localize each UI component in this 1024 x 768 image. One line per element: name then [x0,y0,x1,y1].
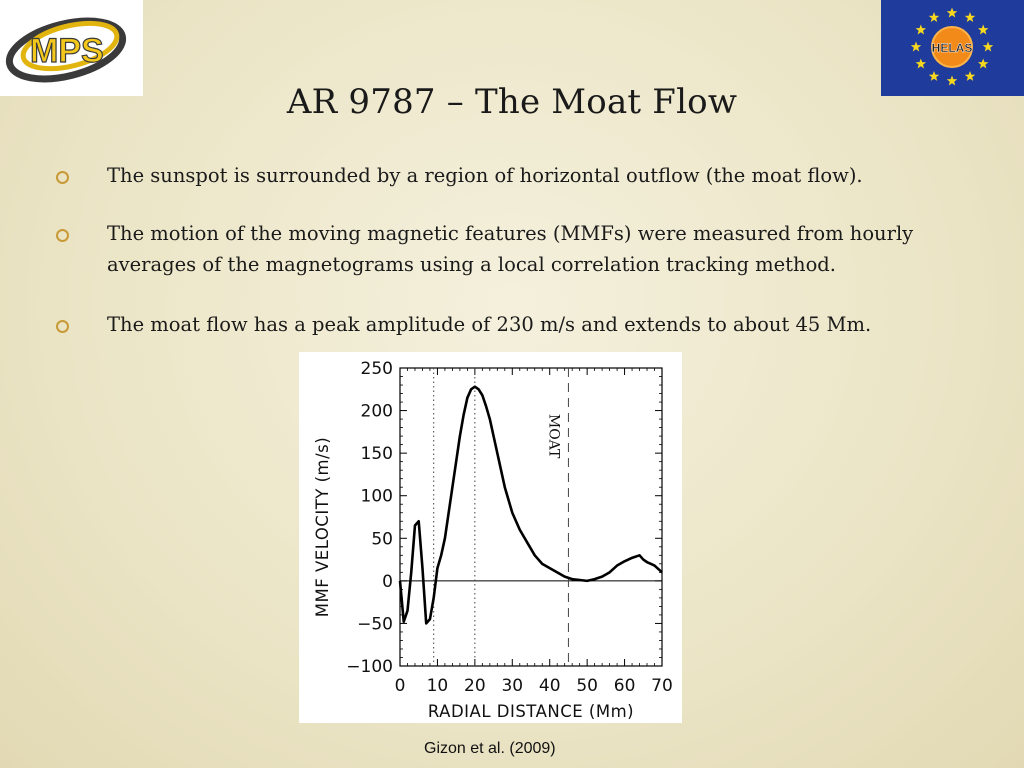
x-tick-label: 50 [576,676,598,696]
x-tick-label: 60 [613,676,636,696]
bullet-marker-1 [56,171,69,184]
figure-caption: Gizon et al. (2009) [424,740,556,757]
x-tick-label: 30 [501,676,524,696]
slide-title: AR 9787 – The Moat Flow [286,82,738,122]
series-line [400,387,662,624]
mps-logo-text: MPS [30,32,104,70]
x-tick-label: 20 [464,676,486,696]
moat-annotation: MOAT [545,413,562,459]
y-tick-label: 0 [382,571,393,592]
y-tick-label: 250 [360,359,393,379]
helas-logo-text: HELAS [931,41,973,55]
x-tick-label: 40 [538,676,561,696]
y-axis-label: MMF VELOCITY (m/s) [313,436,332,618]
x-tick-label: 0 [394,676,406,696]
bullet-marker-3 [56,320,69,333]
y-tick-label: 200 [360,401,393,422]
bullet-1: The sunspot is surrounded by a region of horizontal outflow (the moat flow). [107,164,863,187]
bullet-3: The moat flow has a peak amplitude of 230 m/s and extends to about 45 Mm. [107,313,872,336]
x-axis-label: RADIAL DISTANCE (Mm) [427,702,635,721]
y-tick-label: 50 [371,529,393,550]
bullet-marker-2 [56,229,69,242]
x-tick-label: 10 [426,676,449,696]
y-tick-label: 150 [360,444,393,465]
plot-frame [400,368,662,666]
y-tick-label: −50 [357,614,393,635]
bullet-2: The motion of the moving magnetic features (MMFs) were measured from hourly averages of the magnetograms using a local correlation tracking method. [107,222,914,276]
moat-flow-chart [299,352,682,723]
x-tick-label: 70 [651,676,673,696]
y-tick-label: 100 [360,486,393,507]
y-tick-label: −100 [346,657,393,677]
